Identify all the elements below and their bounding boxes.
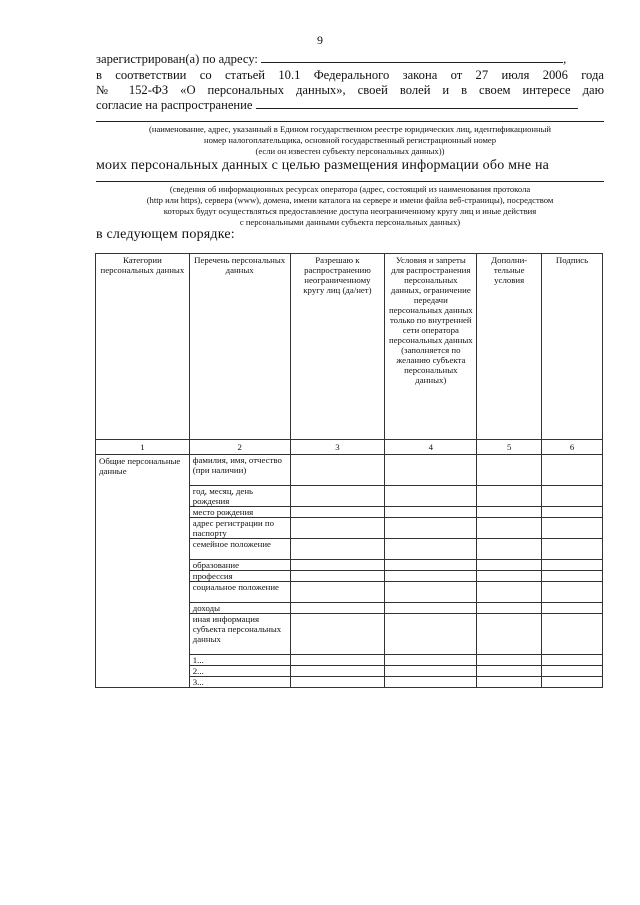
column-number: 5 bbox=[477, 440, 542, 455]
consent-line bbox=[96, 97, 578, 113]
signature-cell[interactable] bbox=[542, 603, 603, 614]
permission-cell[interactable] bbox=[290, 655, 385, 666]
signature-cell[interactable] bbox=[542, 666, 603, 677]
operator-note-line: (если он известен субъекту персональных данных)) bbox=[255, 146, 445, 156]
table-header-row bbox=[96, 254, 603, 440]
additional-cell[interactable] bbox=[477, 539, 542, 560]
signature-cell[interactable] bbox=[542, 518, 603, 539]
additional-cell[interactable] bbox=[477, 455, 542, 486]
signature-cell[interactable] bbox=[542, 677, 603, 688]
address-comma: , bbox=[563, 52, 567, 66]
order-line: в следующем порядке: bbox=[96, 227, 235, 242]
column-number: 2 bbox=[189, 440, 290, 455]
item-cell: доходы bbox=[189, 603, 290, 614]
header-categories: Категории персональных данных bbox=[96, 254, 190, 440]
additional-cell[interactable] bbox=[477, 507, 542, 518]
signature-cell[interactable] bbox=[542, 539, 603, 560]
permission-cell[interactable] bbox=[290, 507, 385, 518]
additional-cell[interactable] bbox=[477, 518, 542, 539]
permission-cell[interactable] bbox=[290, 486, 385, 507]
column-number: 4 bbox=[385, 440, 477, 455]
column-number: 6 bbox=[542, 440, 603, 455]
conditions-cell[interactable] bbox=[385, 666, 477, 677]
item-cell: год, месяц, день рождения bbox=[189, 486, 290, 507]
column-number: 1 bbox=[96, 440, 190, 455]
additional-cell[interactable] bbox=[477, 614, 542, 655]
item-cell: адрес регистрации по паспорту bbox=[189, 518, 290, 539]
permission-cell[interactable] bbox=[290, 614, 385, 655]
additional-cell[interactable] bbox=[477, 571, 542, 582]
header-conditions: Условия и запреты для распространения персональных данных, ограничение передачи персональных данных только по внутренней сети оператора персональных данных (заполняется по желанию субъекта персональных данных) bbox=[385, 254, 477, 440]
signature-cell[interactable] bbox=[542, 582, 603, 603]
additional-cell[interactable] bbox=[477, 655, 542, 666]
operator-blank bbox=[256, 108, 578, 109]
operator-note-line: (наименование, адрес, указанный в Едином государственном реестре юридических лиц, идентификационный bbox=[149, 124, 551, 134]
signature-cell[interactable] bbox=[542, 455, 603, 486]
additional-cell[interactable] bbox=[477, 486, 542, 507]
address-line bbox=[96, 51, 566, 67]
table-number-row bbox=[96, 440, 603, 455]
resource-note bbox=[96, 184, 604, 228]
item-cell: 1... bbox=[189, 655, 290, 666]
law-name-line: № 152-ФЗ «О персональных данных», своей волей и в своем интересе даю bbox=[96, 83, 604, 97]
permission-cell[interactable] bbox=[290, 539, 385, 560]
resource-note-line: которых будут осуществляться предоставление доступа неограниченному кругу лиц и иные действия bbox=[163, 206, 537, 216]
conditions-cell[interactable] bbox=[385, 677, 477, 688]
conditions-cell[interactable] bbox=[385, 614, 477, 655]
address-blank bbox=[261, 62, 563, 63]
table-row bbox=[96, 455, 603, 486]
purpose-line: моих персональных данных с целью размещения информации обо мне на bbox=[96, 158, 550, 173]
resource-note-line: (сведения об информационных ресурсах оператора (адрес, состоящий из наименования протокола bbox=[169, 184, 531, 194]
conditions-cell[interactable] bbox=[385, 486, 477, 507]
signature-cell[interactable] bbox=[542, 571, 603, 582]
header-permission: Разрешаю к распространению неограниченному кругу лиц (да/нет) bbox=[290, 254, 385, 440]
operator-note-line: номер налогоплательщика, основной государственный регистрационный номер bbox=[203, 135, 497, 145]
item-cell: 2... bbox=[189, 666, 290, 677]
permission-cell[interactable] bbox=[290, 455, 385, 486]
consent-label: согласие на распространение bbox=[96, 98, 253, 112]
conditions-cell[interactable] bbox=[385, 603, 477, 614]
conditions-cell[interactable] bbox=[385, 518, 477, 539]
item-cell: иная информация субъекта персональных данных bbox=[189, 614, 290, 655]
permission-cell[interactable] bbox=[290, 560, 385, 571]
permission-cell[interactable] bbox=[290, 677, 385, 688]
operator-line bbox=[96, 121, 604, 122]
conditions-cell[interactable] bbox=[385, 507, 477, 518]
conditions-cell[interactable] bbox=[385, 582, 477, 603]
address-label: зарегистрирован(а) по адресу: bbox=[96, 52, 258, 66]
header-list: Перечень персональных данных bbox=[189, 254, 290, 440]
signature-cell[interactable] bbox=[542, 507, 603, 518]
conditions-cell[interactable] bbox=[385, 655, 477, 666]
permission-cell[interactable] bbox=[290, 571, 385, 582]
item-cell: семейное положение bbox=[189, 539, 290, 560]
additional-cell[interactable] bbox=[477, 582, 542, 603]
item-cell: место рождения bbox=[189, 507, 290, 518]
additional-cell[interactable] bbox=[477, 603, 542, 614]
consent-table bbox=[95, 253, 603, 688]
signature-cell[interactable] bbox=[542, 486, 603, 507]
header-additional: Дополни-тельные условия bbox=[477, 254, 542, 440]
header-signature: Подпись bbox=[542, 254, 603, 440]
page-number: 9 bbox=[317, 33, 323, 47]
category-cell: Общие персональные данные bbox=[96, 455, 190, 688]
resource-line bbox=[96, 181, 604, 182]
additional-cell[interactable] bbox=[477, 677, 542, 688]
item-cell: 3... bbox=[189, 677, 290, 688]
item-cell: профессия bbox=[189, 571, 290, 582]
signature-cell[interactable] bbox=[542, 655, 603, 666]
additional-cell[interactable] bbox=[477, 560, 542, 571]
resource-note-line: с персональными данными субъекта персональных данных) bbox=[239, 217, 461, 227]
column-number: 3 bbox=[290, 440, 385, 455]
conditions-cell[interactable] bbox=[385, 539, 477, 560]
resource-note-line: (http или https), сервера (www), домена, имени каталога на сервере и имени файла веб-страницы), посредством bbox=[146, 195, 554, 205]
signature-cell[interactable] bbox=[542, 614, 603, 655]
item-cell: фамилия, имя, отчество (при наличии) bbox=[189, 455, 290, 486]
item-cell: образование bbox=[189, 560, 290, 571]
permission-cell[interactable] bbox=[290, 666, 385, 677]
item-cell: социальное положение bbox=[189, 582, 290, 603]
conditions-cell[interactable] bbox=[385, 455, 477, 486]
permission-cell[interactable] bbox=[290, 518, 385, 539]
law-reference-line: в соответствии со статьей 10.1 Федерального закона от 27 июля 2006 года bbox=[96, 68, 604, 82]
conditions-cell[interactable] bbox=[385, 560, 477, 571]
signature-cell[interactable] bbox=[542, 560, 603, 571]
conditions-cell[interactable] bbox=[385, 571, 477, 582]
permission-cell[interactable] bbox=[290, 582, 385, 603]
additional-cell[interactable] bbox=[477, 666, 542, 677]
operator-note bbox=[96, 124, 604, 157]
permission-cell[interactable] bbox=[290, 603, 385, 614]
